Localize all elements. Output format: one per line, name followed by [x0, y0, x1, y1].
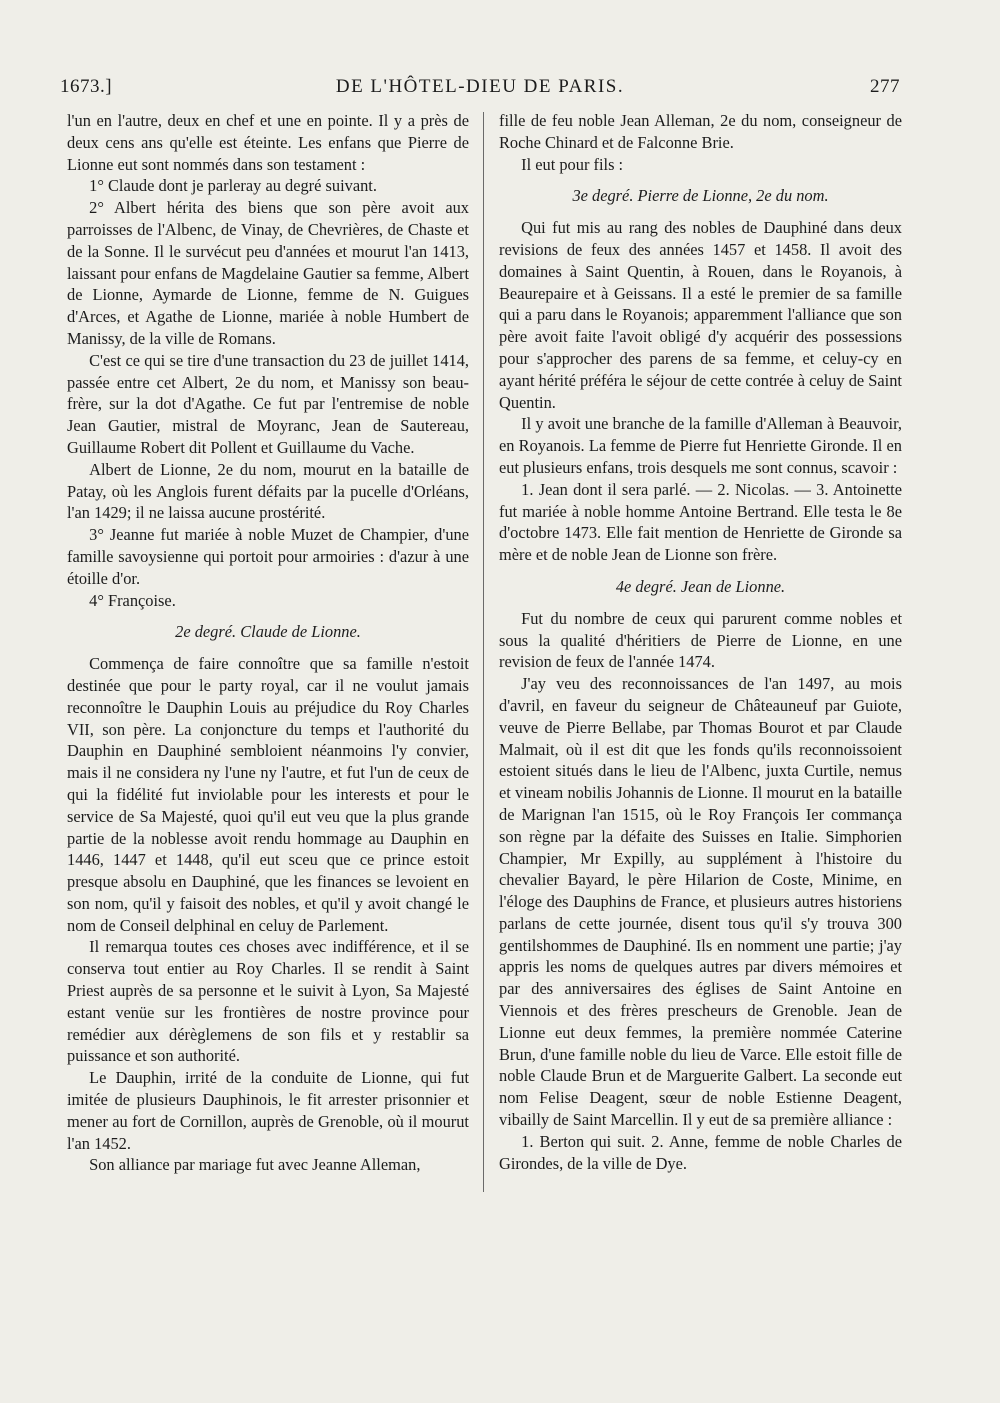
- paragraph: Fut du nombre de ceux qui parurent comme nobles et sous la qualité d'héritiers de Pierre de Lionne, en une revision de feux de l'année 1474.: [499, 608, 902, 672]
- paragraph: Il remarqua toutes ces choses avec indifférence, et il se conserva tout entier au Roy Charles. Il se rendit à Saint Priest auprès de sa personne et le suivit à Lyon, Sa Majesté estant venüe sur les frontières de nostre province pour remédier aux dérèglemens de son fils et y restablir sa puissance et son authorité.: [67, 937, 469, 1066]
- paragraph: 1° Claude dont je parleray au degré suivant.: [89, 176, 377, 196]
- paragraph: 4° Françoise.: [89, 590, 176, 610]
- paragraph: Le Dauphin, irrité de la conduite de Lionne, qui fut imitée de plusieurs Dauphinois, le fit arrester prisonnier et mener au fort de Cornillon, auprès de Grenoble, où il mourut l'an 1452.: [67, 1068, 469, 1153]
- paragraph: Il eut pour fils :: [521, 154, 624, 174]
- paragraph: C'est ce qui se tire d'une transaction du 23 de juillet 1414, passée entre cet Albert, 2e du nom, et Manissy son beau-frère, sur la dot d'Agathe. Ce fut par l'entremise de noble Jean Gautier, mistral de Moyranc, Jean de Sautereau, Guillaume Robert dit Pollent et Guillaume du Vache.: [67, 350, 469, 457]
- paragraph: Commença de faire connoître que sa famille n'estoit destinée que pour le party royal, car il ne voulut jamais reconnoître le Dauphin Louis au préjudice du Roy Charles VII, son père. La conjoncture du temps et l'authorité du Dauphin en Dauphiné sembloient néanmoins l'y convier, mais il ne considera ny l'une ny l'autre, et fut l'un de ceux de qui la fidélité fut inviolable pour les interests et pour le service de Sa Majesté, quoi qu'il eut veu que la plus grande partie de la noblesse avoit rendu hommage au Dauphin en 1446, 1447 et 1448, qu'il eut sceu que ce prince estoit presque absolu en Dauphiné, que les finances se levoient en son nom, qu'il y faisoit des nobles, et qu'il y avoit changé le nom de Conseil delphinal en celuy de Parlement.: [67, 654, 469, 935]
- section-heading: 4e degré. Jean de Lionne.: [615, 576, 786, 596]
- running-header: [60, 76, 900, 106]
- paragraph: J'ay veu des reconnoissances de l'an 1497, au mois d'avril, en faveur du seigneur de Châteauneuf par Guiote, veuve de Pierre Bellabe, par Thomas Bourot et par Claude Malmait, où il est dit que les fonds qu'ils reconnoissoient estoient situés dans le lieu de l'Albenc, juxta Curtile, nemus et vineam nobilis Johannis de Lionne. Il mourut en la bataille de Marignan l'an 1515, où le Roy François Ier commança son règne par la défaite des Suisses en Italie. Simphorien Champier, Mr Expilly, au supplément à l'histoire du chevalier Bayard, le père Hilarion de Coste, Minime, en l'éloge des Dauphins de France, et plusieurs autres historiens parlans de cette journée, disent tous qu'il s'y trouva 300 gentilshommes de Dauphiné. Ils en nomment une partie; j'ay appris les noms de quelques autres par divers mémoires et par des anniversaires des églises de Saint Antoine en Viennois et des frères prescheurs de Grenoble. Jean de Lionne eut deux femmes, la première nommée Caterine Brun, d'une famille noble du lieu de Varce. Elle estoit fille de noble Claude Brun et de Marguerite Galbert. La seconde eut nom Felise Deagent, sœur de noble Estienne Deagent, vibailly de Saint Marcellin. Il y eut de sa première alliance :: [499, 674, 902, 1130]
- paragraph: Qui fut mis au rang des nobles de Dauphiné dans deux revisions de feux des années 1457 et 1458. Il avoit des domaines à Saint Quentin, à Rouen, dans le Royanois, à Beaurepaire et à Geissans. Il a esté le premier de sa famille qui a paru dans le Royanois; apparemment l'alliance que son père avoit faite l'avoit obligé d'y acquérir des possessions pour s'approcher des parens de sa femme, et celuy-cy en ayant hérité préféra le séjour de cette contrée à celuy de Saint Quentin.: [499, 218, 902, 412]
- header-title: DE L'HÔTEL-DIEU DE PARIS.: [335, 76, 625, 97]
- paragraph: 2° Albert hérita des biens que son père avoit aux parroisses de l'Albenc, de Vinay, de Chevrières, de Chaste et de la Sonne. Il le survécut peu d'années et mourut l'an 1413, laissant pour enfans de Magdelaine Gautier sa femme, Albert de Lionne, Aymarde de Lionne, femme de N. Guigues d'Arces, et Agathe de Lionne, mariée à noble Humbert de Manissy, de la ville de Romans.: [67, 198, 469, 348]
- column-divider: [483, 112, 484, 1192]
- paragraph: l'un en l'autre, deux en chef et une en pointe. Il y a près de deux cens ans qu'elle est éteinte. Les enfans que Pierre de Lionne eut sont nommés dans son testament :: [67, 111, 469, 174]
- paragraph: 3° Jeanne fut mariée à noble Muzet de Champier, d'une famille savoysienne qui portoit pour armoiries : d'azur à une étoille d'or.: [67, 525, 469, 588]
- paragraph: Son alliance par mariage fut avec Jeanne Alleman,: [89, 1155, 421, 1175]
- page-number: 277: [870, 76, 900, 97]
- paragraph: Albert de Lionne, 2e du nom, mourut en la bataille de Patay, où les Anglois furent défaits par la pucelle d'Orléans, l'an 1429; il ne laissa aucune prostérité.: [67, 459, 469, 523]
- paragraph: fille de feu noble Jean Alleman, 2e du nom, conseigneur de Roche Chinard et de Falconne Brie.: [499, 111, 902, 152]
- right-column: [499, 110, 902, 1174]
- section-heading: 3e degré. Pierre de Lionne, 2e du nom.: [572, 186, 829, 206]
- paragraph: 1. Jean dont il sera parlé. — 2. Nicolas. — 3. Antoinette fut mariée à noble homme Antoine Bertrand. Elle testa le 8e d'octobre 1473. Elle fait mention de Henriette de Gironde sa mère et de noble Jean de Lionne son frère.: [499, 479, 902, 565]
- paragraph: 1. Berton qui suit. 2. Anne, femme de noble Charles de Girondes, de la ville de Dye.: [499, 1131, 902, 1173]
- paragraph: Il y avoit une branche de la famille d'Alleman à Beauvoir, en Royanois. La femme de Pierre fut Henriette Gironde. Il en eut plusieurs enfans, trois desquels me sont connus, scavoir :: [499, 414, 902, 477]
- header-year: 1673.]: [60, 76, 113, 97]
- section-heading: 2e degré. Claude de Lionne.: [175, 622, 361, 642]
- left-column: [67, 110, 469, 1176]
